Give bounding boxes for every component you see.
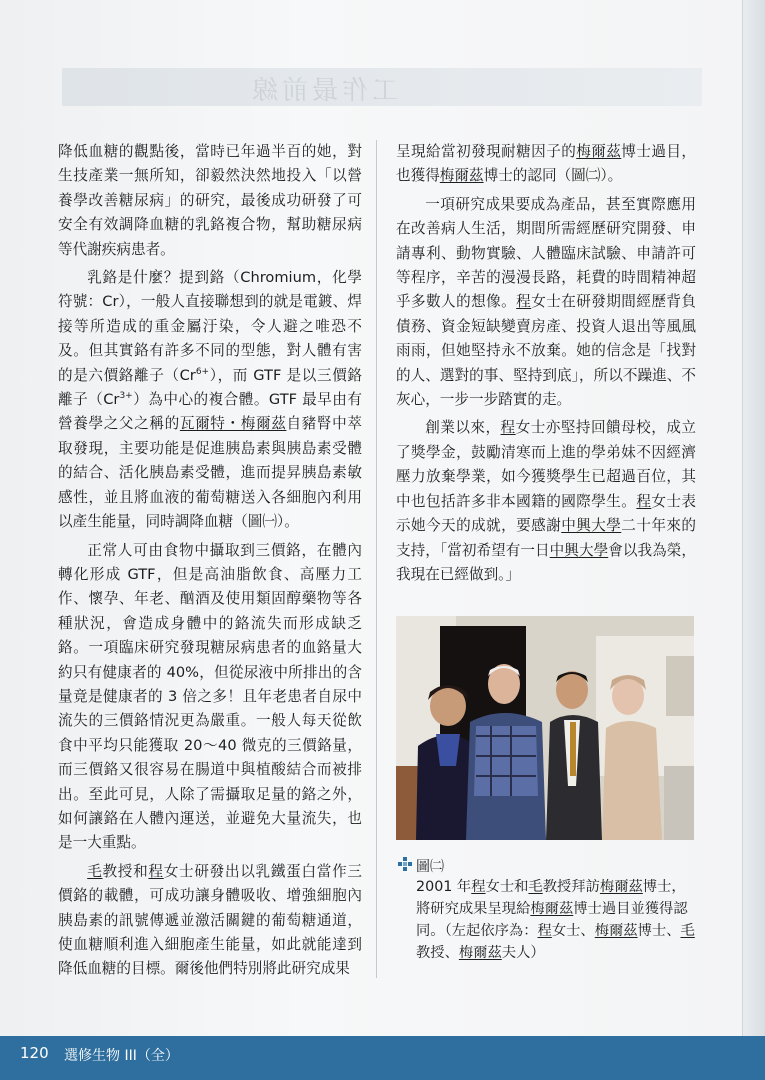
- proper-name: 程: [516, 293, 532, 311]
- text-span: 夫人）: [501, 945, 545, 961]
- text-span: 教授拜訪: [542, 879, 600, 895]
- text-span: 2001 年: [416, 879, 472, 895]
- proper-name: 毛: [528, 879, 543, 895]
- text-span: 博士的認同（圖㈡）。: [483, 167, 623, 185]
- text-span: 一項研究成果要成為產品，甚至實際應用在改善病人生活，期間所需經歷研究開發、申請專利、動物實驗、人體臨床試驗、申請許可等程序，辛苦的漫漫長路，耗費的時間精神超乎多數人的想像。: [396, 195, 696, 311]
- superscript: 3+: [119, 391, 133, 402]
- text-span: ）為中心的複合體。GTF 最早由有營養學之父之稱的: [58, 391, 362, 433]
- text-span: 女士、: [551, 923, 595, 939]
- text-span: 女士表示她今天的成就，要感謝: [396, 492, 696, 535]
- proper-name: 梅爾茲: [599, 879, 643, 895]
- proper-name: 毛: [680, 923, 695, 939]
- text-span: 乳鉻是什麼？提到鉻（Chromium，化學符號：Cr），一般人直接聯想到的就是電鍍、焊接等所造成的重金屬汙染，令人避之唯恐不及。但其實鉻有許多不同的型態，對人體有害的是六價鉻離子（Cr: [58, 269, 362, 384]
- text-span: 女士研發出以乳鐵蛋白當作三價鉻的載體，可成功讓身體吸收、增強細胞內胰島素的訊號傳遞並激活關鍵的葡萄糖通道，使血糖順利進入細胞產生能量，如此就能達到降低血糖的目標。爾後他們特別將此研究成果: [58, 862, 362, 978]
- text-span: 教授、: [416, 945, 459, 961]
- left-column: [58, 140, 362, 982]
- proper-name: 梅爾茲: [439, 167, 484, 185]
- text-span: 會以我為榮，我現在已經做到。」: [396, 541, 696, 583]
- text-span: 女士和: [485, 879, 529, 895]
- proper-name: 程: [148, 862, 164, 880]
- figure-bullet-icon: [398, 857, 412, 871]
- right-paragraph-2: [396, 193, 696, 413]
- proper-name: 毛: [87, 862, 103, 880]
- figure-2-photo: [396, 616, 694, 840]
- left-paragraph-3: 正常人可由食物中攝取到三價鉻，在體內轉化形成 GTF，但是高油脂飲食、高壓力工作、懷孕、年老、酗酒及使用類固醇藥物等各種狀況，會造成身體中的鉻流失而形成缺乏鉻。一項臨床研究發現糖尿病患者的血鉻量大約只有健康者的 40%，但從尿液中所排出的含量竟是健康者的 3 倍之多！且年老患者自尿中流失的三價鉻情況更為嚴重。一般人每天從飲食中平均只能獲取 20～40 微克的三價鉻量，而三價鉻又很容易在腸道中與植酸結合而被排出。至此可見，人除了需攝取足量的鉻之外，如何讓鉻在人體內運送，並避免大量流失，也是一大重點。: [58, 541, 362, 852]
- column-divider: [376, 140, 377, 978]
- text-span: 博士過目，也獲得: [396, 143, 696, 185]
- proper-name: 程: [500, 419, 516, 437]
- proper-name: 程: [471, 879, 486, 895]
- figure-label: 圖㈡: [416, 859, 444, 875]
- text-span: 博士，將研究成果呈現給: [416, 879, 686, 917]
- left-paragraph-2: [58, 266, 362, 534]
- text-span: ），而 GTF 是以三價鉻離子（Cr: [58, 366, 362, 409]
- proper-name: 中興大學: [561, 517, 622, 535]
- text-span: 博士、: [637, 923, 681, 939]
- right-column: [396, 140, 696, 587]
- text-span: 教授和: [102, 862, 149, 880]
- text-span: 二十年來的支持，「當初希望有一日: [396, 517, 696, 559]
- right-paragraph-1: [396, 140, 696, 189]
- superscript: 6+: [195, 366, 210, 377]
- right-paragraph-3: [396, 416, 696, 587]
- proper-name: 中興大學: [549, 541, 609, 559]
- book-title: 選修生物 III（全）: [64, 1048, 179, 1064]
- left-paragraph-4: [58, 860, 362, 982]
- proper-name: 程: [537, 923, 552, 939]
- page-edge: [742, 0, 765, 1040]
- proper-name: 梅爾茲: [594, 923, 638, 939]
- text-span: 創業以來，: [425, 419, 501, 437]
- proper-name: 程: [636, 492, 652, 510]
- figure-caption: [416, 876, 698, 964]
- text-span: 女士亦堅持回饋母校，成立了獎學金，鼓勵清寒而上進的學弟妹不因經濟壓力放棄學業，如今獲獎學生已超過百位，其中也包括許多非本國籍的國際學生。: [396, 419, 696, 510]
- proper-name: 梅爾茲: [458, 945, 502, 961]
- text-span: 呈現給當初發現耐糖因子的: [396, 143, 577, 160]
- text-span: 自豬腎中萃取發現，主要功能是促進胰島素與胰島素受體的結合、活化胰島素受體，進而提昇胰島素敏感性，並且將血液的葡萄糖送入各細胞內利用以產生能量，同時調降血糖（圖㈠）。: [58, 415, 362, 531]
- text-span: 博士過目並獲得認同。（左起依序為：: [416, 901, 688, 939]
- proper-name: 瓦爾特・梅爾茲: [179, 415, 287, 433]
- header-ghost-text: 工作最前線: [248, 76, 399, 106]
- proper-name: 梅爾茲: [576, 143, 622, 160]
- proper-name: 梅爾茲: [530, 901, 574, 917]
- photo-illustration: [396, 616, 694, 840]
- page-number: 120: [20, 1044, 49, 1062]
- text-span: 女士在研發期間經歷背負債務、資金短缺變賣房產、投資人退出等風風雨雨，但她堅持永不放棄。她的信念是「找對的人、選對的事、堅持到底」，所以不躁進、不灰心，一步一步踏實的走。: [396, 293, 696, 409]
- left-paragraph-1: 降低血糖的觀點後，當時已年過半百的她，對生技產業一無所知，卻毅然決然地投入「以營養學改善糖尿病」的研究，最後成功研發了可安全有效調降血糖的乳鉻複合物，幫助糖尿病等代謝疾病患者。: [58, 143, 362, 258]
